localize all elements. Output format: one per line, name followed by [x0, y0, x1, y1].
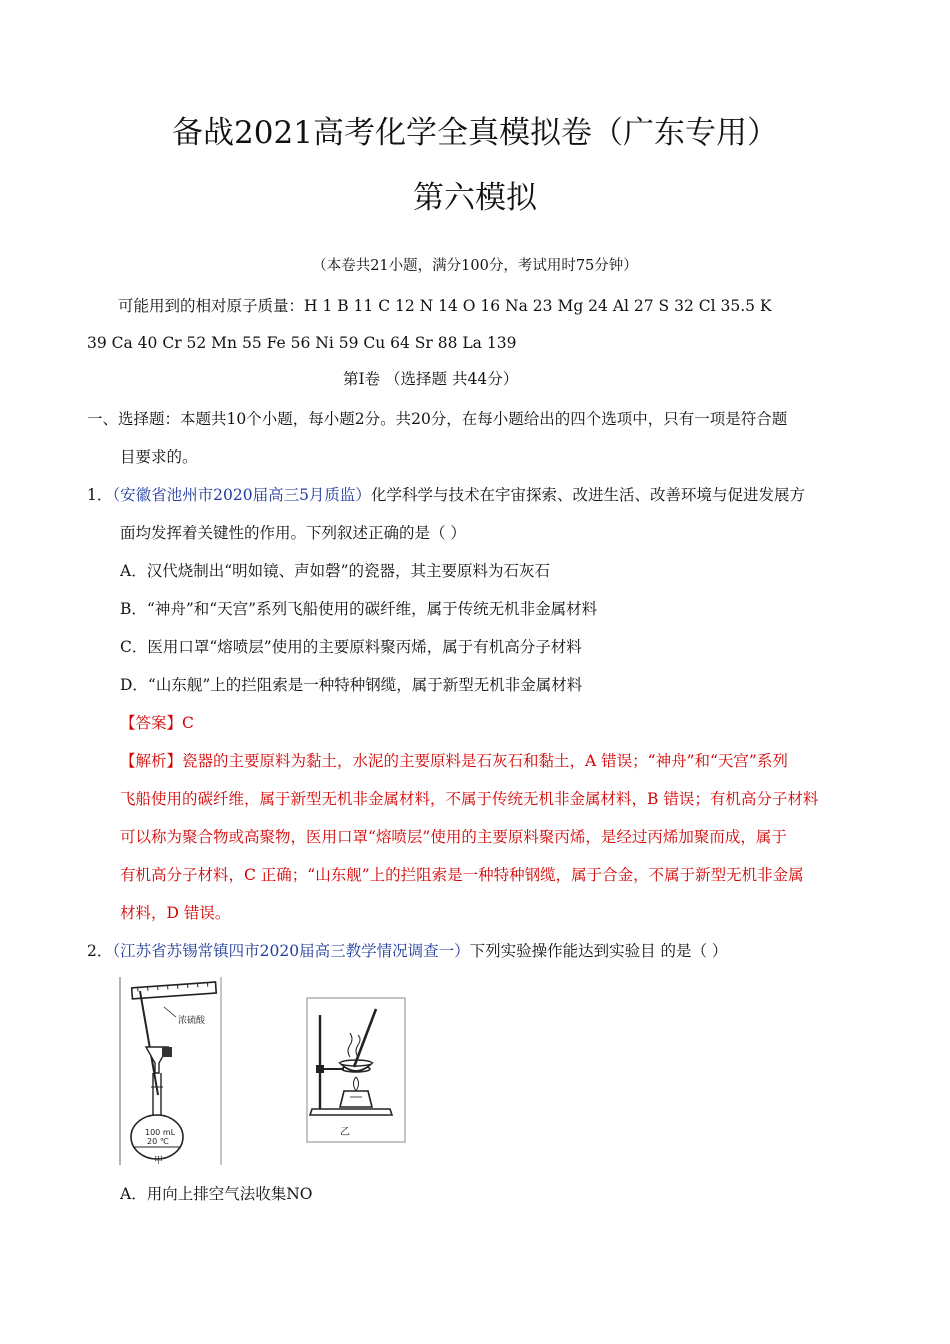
exam-info: （本卷共21小题，满分100分，考试用时75分钟） [312, 258, 638, 274]
q2-option-a: A．用向上排空气法收集NO [120, 1185, 313, 1203]
q1-number: 1． [87, 486, 113, 504]
figure-yi [306, 997, 406, 1143]
reagent-label: 浓硫酸 [178, 1016, 206, 1026]
q1-stem-line-2: 面均发挥着关键性的作用。下列叙述正确的是（ ） [120, 524, 466, 542]
q1-stem-line-1: 化学科学与技术在宇宙探索、改进生活、改善环境与促进发展方 [370, 486, 805, 504]
q2-source: （江苏省苏锡常镇四市2020届高三教学情况调查一） [112, 942, 470, 960]
atomic-mass-line-1: 可能用到的相对原子质量：H 1 B 11 C 12 N 14 O 16 Na 23 Mg 24 Al 27 S 32 Cl 35.5 K [118, 297, 772, 315]
q2-stem: 下列实验操作能达到实验目 的是（ ） [469, 942, 728, 960]
q1-analysis-line-1 [120, 751, 788, 771]
q1-answer-value: C [182, 714, 194, 732]
figure-yi-caption: 乙 [340, 1127, 350, 1138]
q1-option-b: B．“神舟”和“天宫”系列飞船使用的碳纤维，属于传统无机非金属材料 [120, 600, 598, 618]
q1-analysis-line-5: 材料，D 错误。 [120, 904, 231, 922]
document-subtitle: 第六模拟 [413, 180, 537, 216]
evaporation-apparatus-diagram [306, 997, 406, 1143]
q1-analysis-line-4: 有机高分子材料，C 正确；“山东舰”上的拦阻索是一种特种钢缆，属于合金，不属于新型无机非金属 [120, 866, 804, 884]
atomic-mass-line-2: 39 Ca 40 Cr 52 Mn 55 Fe 56 Ni 59 Cu 64 Sr 88 La 139 [87, 334, 517, 352]
q1-analysis-line-3: 可以称为聚合物或高聚物，医用口罩“熔喷层”使用的主要原料聚丙烯，是经过丙烯加聚而成，属于 [120, 828, 787, 846]
question-2 [87, 941, 727, 961]
volumetric-flask-diagram [118, 977, 222, 1165]
q1-option-c: C．医用口罩“熔喷层”使用的主要原料聚丙烯，属于有机高分子材料 [120, 638, 582, 656]
section-header: 第Ⅰ卷 （选择题 共44分） [343, 370, 519, 388]
document-title: 备战2021高考化学全真模拟卷（广东专用） [172, 115, 778, 151]
flask-label-temp: 20 ℃ [147, 1137, 169, 1146]
q1-option-a: A．汉代烧制出“明如镜、声如磬”的瓷器，其主要原料为石灰石 [120, 562, 551, 580]
q1-answer [120, 713, 194, 733]
q1-analysis-text-1: 瓷器的主要原料为黏土，水泥的主要原料是石灰石和黏土，A 错误；“神舟”和“天宫”系列 [182, 752, 788, 770]
q1-analysis-label: 【解析】 [120, 752, 183, 770]
figure-jia-caption: 甲 [154, 1156, 164, 1165]
part1-line-2: 目要求的。 [120, 448, 198, 466]
figure-jia [118, 977, 222, 1165]
q2-number: 2． [87, 942, 113, 960]
part1-line-1: 一、选择题：本题共10个小题，每小题2分。共20分，在每小题给出的四个选项中，只有一项是符合题 [87, 410, 788, 428]
q1-option-d: D．“山东舰”上的拦阻索是一种特种钢缆，属于新型无机非金属材料 [120, 676, 583, 694]
question-1 [87, 485, 805, 505]
q1-source: （安徽省池州市2020届高三5月质监） [112, 486, 371, 504]
flask-label-volume: 100 mL [145, 1128, 176, 1137]
q1-analysis-line-2: 飞船使用的碳纤维，属于新型无机非金属材料，不属于传统无机非金属材料，B 错误；有机高分子材料 [120, 790, 819, 808]
q1-answer-label: 【答案】 [120, 714, 183, 732]
